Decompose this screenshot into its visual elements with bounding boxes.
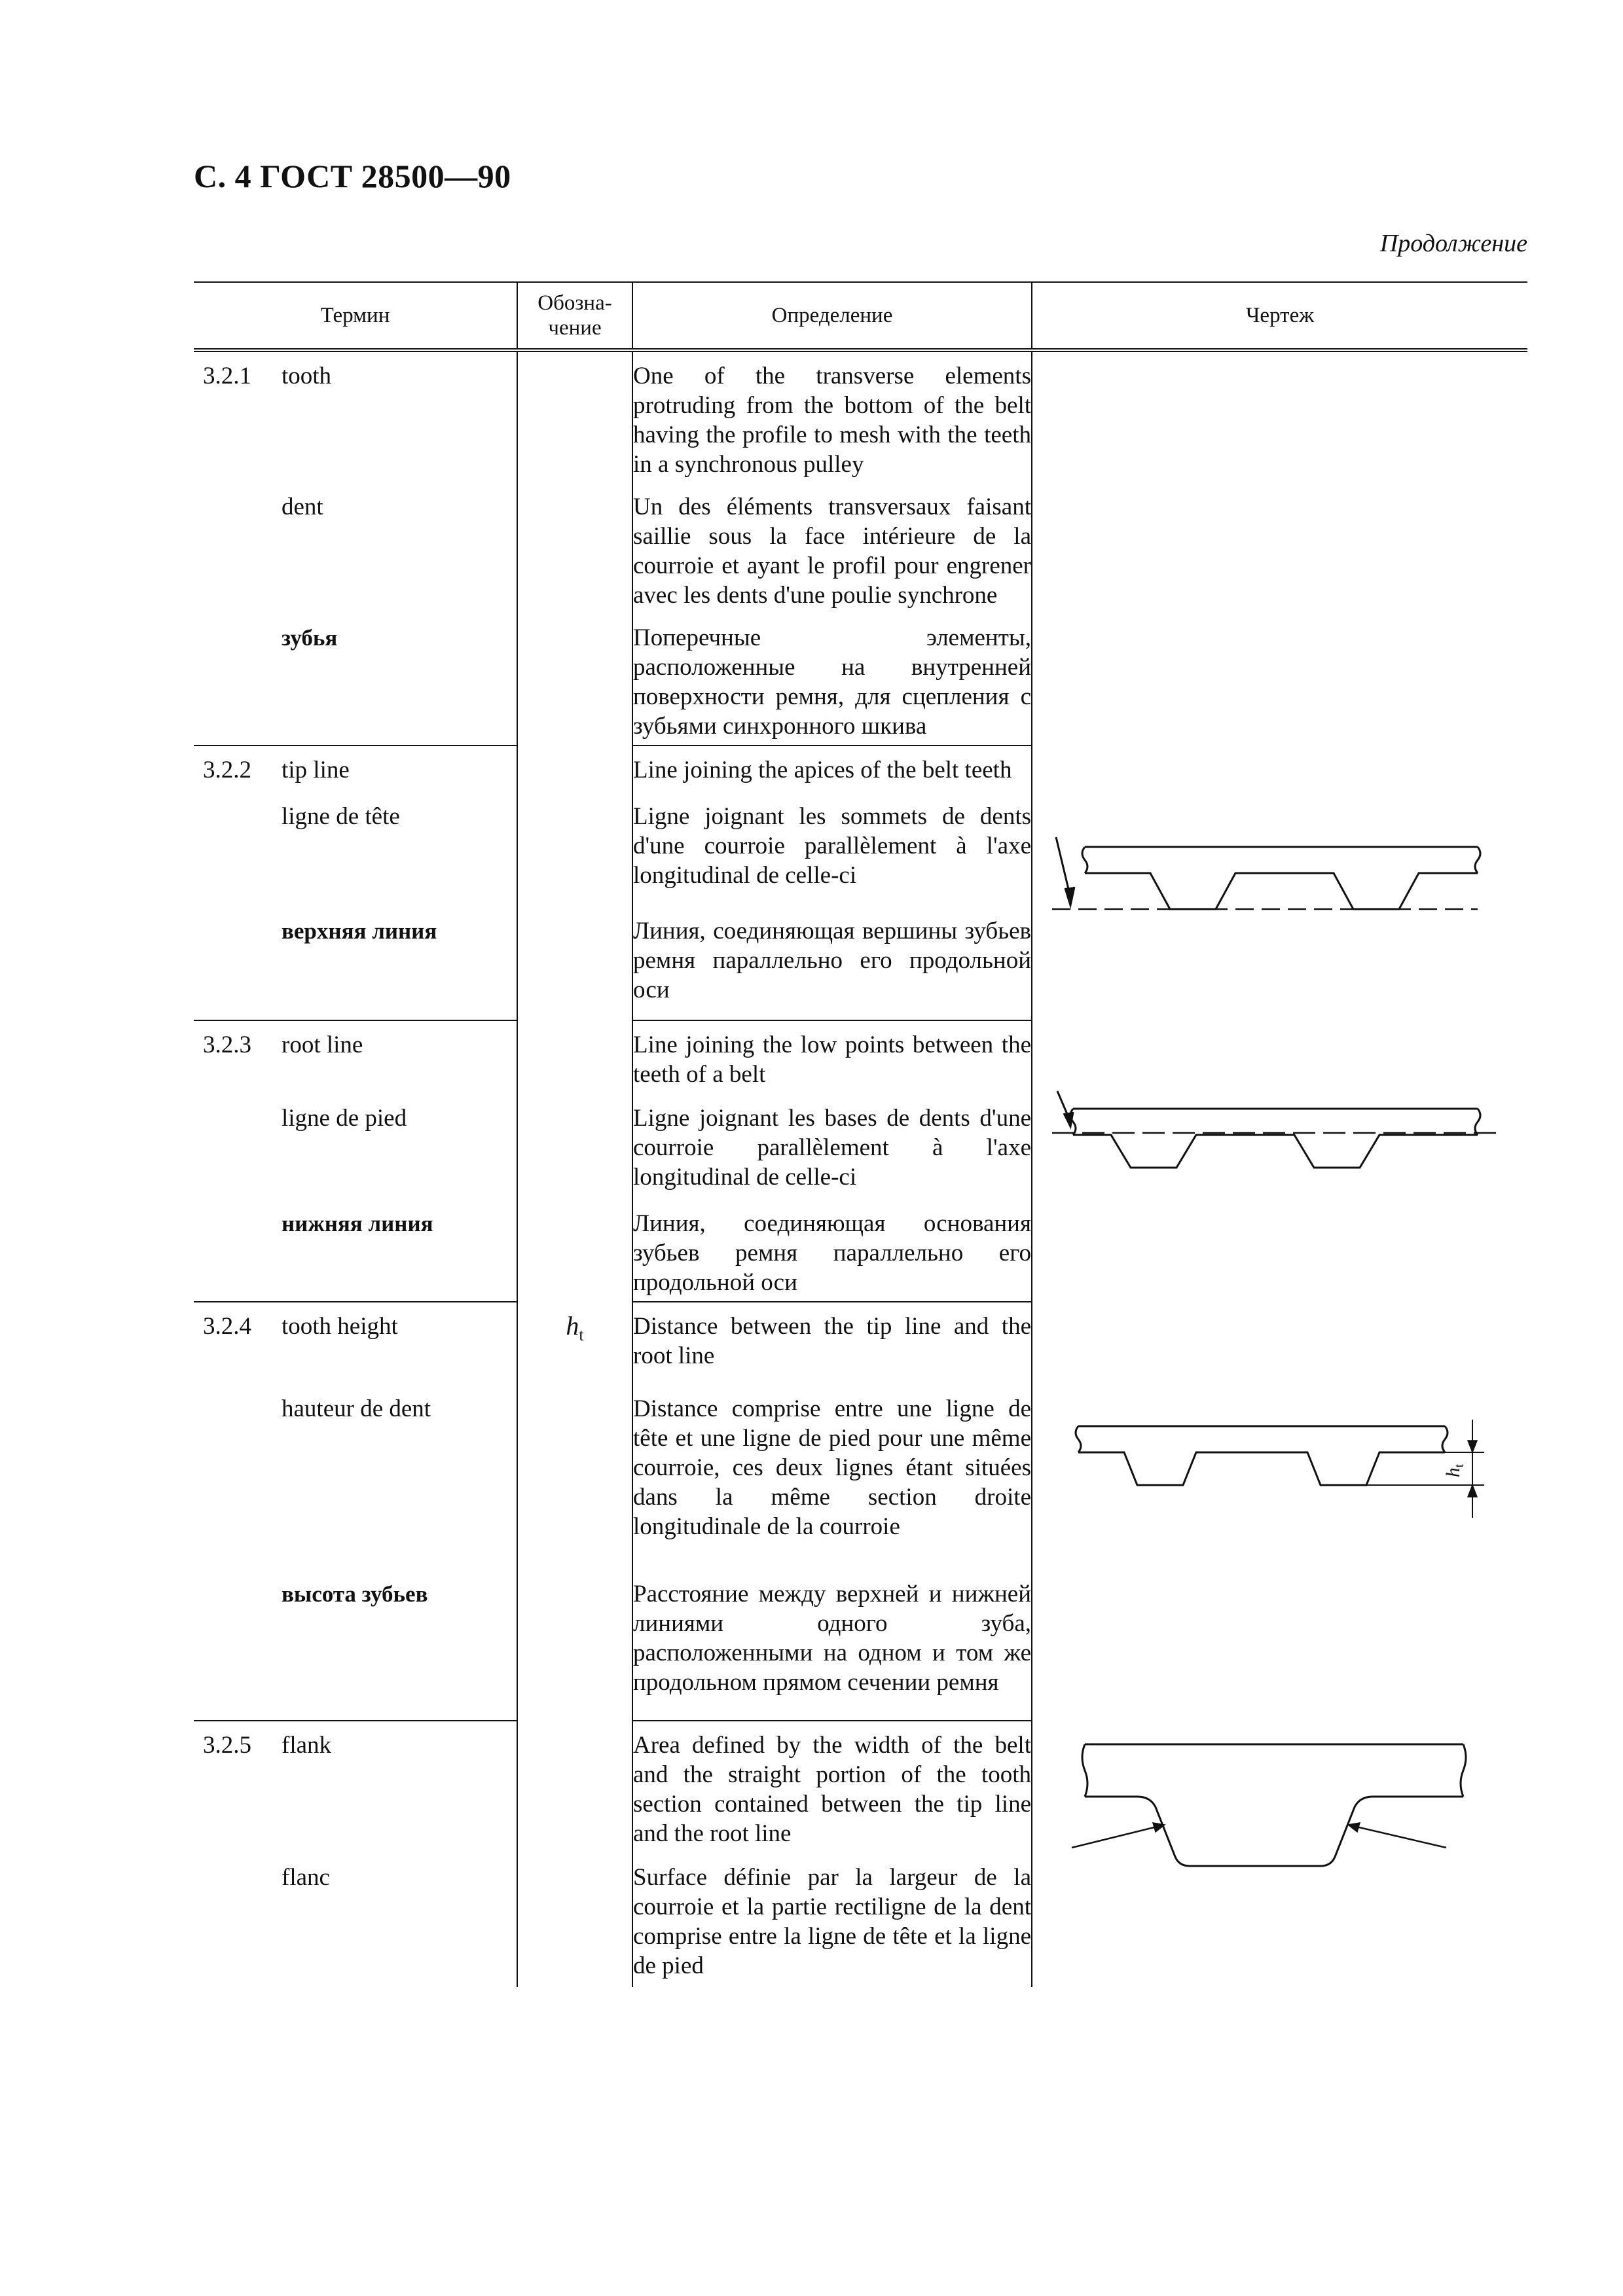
term-ru xyxy=(194,1579,517,1609)
terms-table xyxy=(194,281,1527,1987)
page-header: С. 4 ГОСТ 28500—90 xyxy=(194,158,511,194)
term-fr xyxy=(194,492,517,522)
term-number: 3.2.2 xyxy=(203,757,251,783)
term-fr xyxy=(194,1394,517,1424)
drawing-label-sub: t xyxy=(1452,1463,1467,1468)
tip-line-drawing xyxy=(1032,745,1528,1020)
drawing-cell xyxy=(1032,1020,1527,1302)
symbol-cell xyxy=(517,745,632,1020)
term-ru-text: высота зубьев xyxy=(282,1581,428,1607)
symbol-main: h xyxy=(566,1311,579,1340)
table-header-row xyxy=(194,282,1527,350)
column-header-drawing: Чертеж xyxy=(1032,282,1527,350)
term-fr xyxy=(194,802,517,831)
term-en xyxy=(194,1030,517,1060)
definition-en: One of the transverse elements protruding from the bottom of the belt having the profile to mesh with the teeth in a synchronous pulley xyxy=(632,350,1032,479)
table-row xyxy=(194,1721,1527,1848)
continuation-label: Продолжение xyxy=(1379,230,1527,257)
drawing-cell xyxy=(1032,1721,1527,1987)
drawing-label-main: h xyxy=(1442,1467,1464,1478)
term-en-text: tooth xyxy=(282,363,332,389)
column-header-term: Термин xyxy=(194,282,517,350)
term-ru-text: верхняя линия xyxy=(282,918,437,944)
definition-en: Area defined by the width of the belt and the straight portion of the tooth section contained between the tip line and the root line xyxy=(632,1721,1032,1848)
symbol-cell xyxy=(517,1302,632,1721)
symbol-cell xyxy=(517,1721,632,1987)
term-en xyxy=(194,1731,517,1760)
drawing-cell-empty xyxy=(1032,350,1527,745)
term-en xyxy=(194,755,517,785)
drawing-cell xyxy=(1032,745,1527,1020)
definition-fr: Ligne joignant les sommets de dents d'une courroie parallèlement à l'axe longitudinal de celle-ci xyxy=(632,789,1032,901)
definition-fr: Surface définie par la largeur de la courroie et la partie rectiligne de la dent comprise entre la ligne de tête et la ligne de pied xyxy=(632,1848,1032,1987)
definition-en: Line joining the low points between the teeth of a belt xyxy=(632,1020,1032,1089)
term-number: 3.2.1 xyxy=(203,363,251,389)
definition-fr: Ligne joignant les bases de dents d'une courroie parallèlement à l'axe longitudinal de celle-ci xyxy=(632,1089,1032,1192)
term-en xyxy=(194,361,517,391)
definition-ru: Расстояние между верхней и нижней линиями одного зуба, расположенными на одном и том же продольном прямом сечении ремня xyxy=(632,1564,1032,1721)
tooth-height-drawing xyxy=(1032,1302,1528,1721)
term-fr xyxy=(194,1103,517,1133)
term-number: 3.2.3 xyxy=(203,1031,251,1058)
flank-drawing xyxy=(1032,1721,1528,1982)
term-ru xyxy=(194,1209,517,1238)
table-row xyxy=(194,350,1527,479)
term-number: 3.2.4 xyxy=(203,1313,251,1340)
table-row xyxy=(194,1302,1527,1380)
term-fr-text: dent xyxy=(282,493,323,520)
term-fr xyxy=(194,1863,517,1892)
definition-en: Distance between the tip line and the root line xyxy=(632,1302,1032,1380)
term-ru-text: нижняя линия xyxy=(282,1211,433,1236)
definition-ru: Поперечные элементы, расположенные на внутренней поверхности ремня, для сцепления с зубьями синхронного шкива xyxy=(632,610,1032,745)
symbol-cell xyxy=(517,350,632,745)
term-ru-text: зубья xyxy=(282,625,338,651)
drawing-cell xyxy=(1032,1302,1527,1721)
term-fr-text: hauteur de dent xyxy=(282,1395,431,1423)
svg-text:ht xyxy=(1442,1463,1467,1477)
column-header-symbol: Обозна- чение xyxy=(517,282,632,350)
term-ru xyxy=(194,916,517,946)
definition-fr: Un des éléments transversaux faisant saillie sous la face intérieure de la courroie et ayant le profil pour engrener avec les dents d'une poulie synchrone xyxy=(632,479,1032,610)
term-number: 3.2.5 xyxy=(203,1732,251,1759)
term-fr-text: ligne de tête xyxy=(282,803,400,831)
term-fr-text: ligne de pied xyxy=(282,1105,407,1132)
definition-ru: Линия, соединяющая основания зубьев ремня параллельно его продольной оси xyxy=(632,1192,1032,1302)
table-row xyxy=(194,745,1527,789)
symbol-cell xyxy=(517,1020,632,1302)
root-line-drawing xyxy=(1032,1020,1528,1295)
definition-ru: Линия, соединяющая вершины зубьев ремня параллельно его продольной оси xyxy=(632,901,1032,1020)
definition-fr: Distance comprise entre une ligne de tête et une ligne de pied pour une même courroie, ces deux lignes étant situées dans la même section droite longitudinale de la courroie xyxy=(632,1380,1032,1564)
term-en-text: tip line xyxy=(282,757,350,783)
column-header-definition: Определение xyxy=(632,282,1032,350)
term-en-text: flank xyxy=(282,1732,332,1759)
term-en xyxy=(194,1312,517,1341)
term-en-text: tooth height xyxy=(282,1313,398,1340)
table-row xyxy=(194,1020,1527,1089)
symbol-sub: t xyxy=(579,1325,584,1344)
term-ru xyxy=(194,623,517,653)
term-fr-text: flanc xyxy=(282,1864,330,1891)
definition-en: Line joining the apices of the belt teeth xyxy=(632,745,1032,789)
term-en-text: root line xyxy=(282,1031,363,1058)
